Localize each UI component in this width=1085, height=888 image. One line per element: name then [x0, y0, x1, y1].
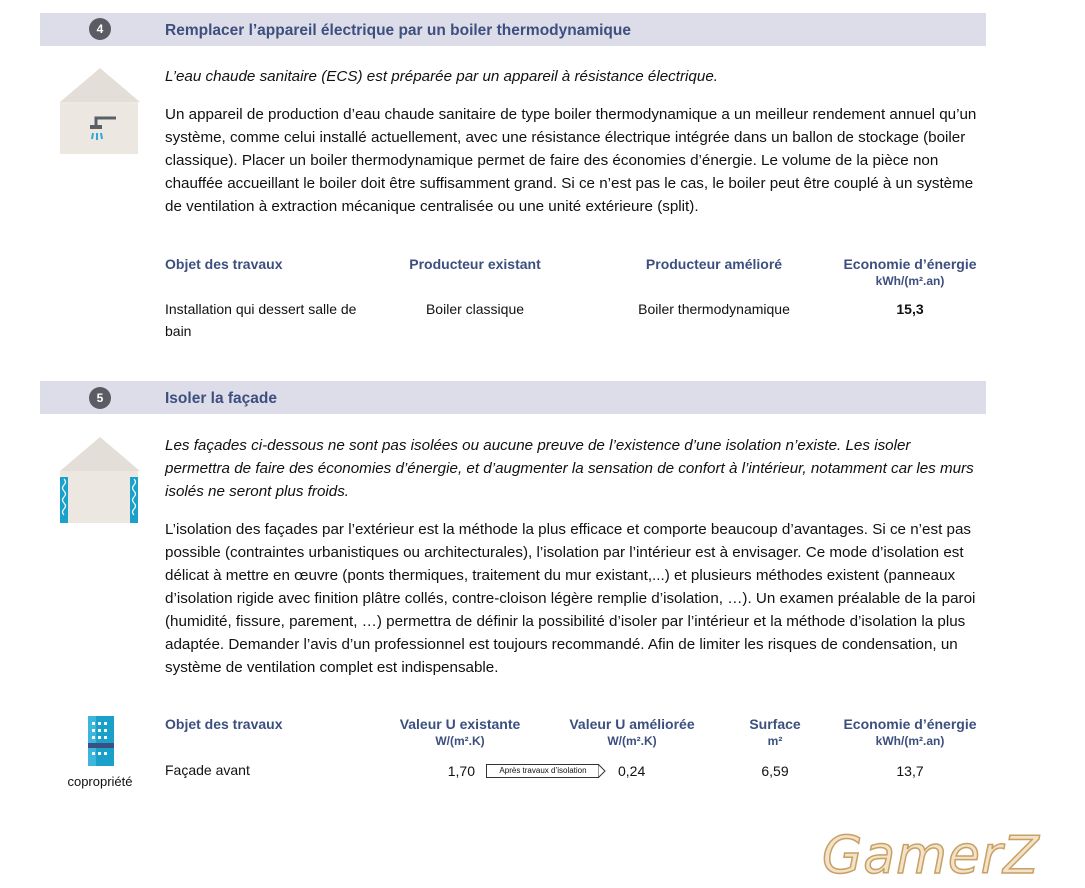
table4-row-ameliore: Boiler thermodynamique	[638, 301, 790, 317]
arrow-head-icon	[598, 764, 606, 778]
section5-body: L’isolation des façades par l’extérieur est la méthode la plus efficace et comporte beaucoup d’avantages. Si ce n’est pas possible (contraintes urbanistiques ou architecturales), l’isolation par l’intérieur est à envisager. Ce mode d’isolation est délicat à mettre en œuvre (ponts thermiques, traitement du mur existant,...) et plusieurs méthodes existent (panneaux d’isolation rigide avec finition plâtre collés, contre-cloison légère remplie d’isolation, …). Un examen préalable de la paroi (humidité, fissure, parement, …) permettra de définir la possibilité d’isoler par l’intérieur et la méthode d’isolation la plus adaptée. Demander l’avis d’un professionnel est toujours recommandé. Afin de limiter les risques de condensation, un système de ventilation complet est indispensable.	[165, 521, 976, 676]
table4-row-economie: 15,3	[896, 301, 924, 317]
table4-col-economie	[820, 256, 1000, 290]
table5-col-u-existante-unit: W/(m².K)	[435, 734, 485, 748]
table5-row-economie: 13,7	[896, 763, 924, 779]
table4-row-existant: Boiler classique	[425, 301, 525, 317]
table5-col-surface	[725, 716, 825, 750]
table5-col-u-existante-label: Valeur U existante	[399, 716, 521, 732]
section5-intro: Les façades ci-dessous ne sont pas isolées ou aucune preuve de l’existence d’une isolation n’existe. Les isoler permettra de faire des économies d’énergie, et d’augmenter la sensation de confort à l’intérieur, notamment car les murs isolés ne seront plus froids.	[165, 437, 974, 500]
building-icon	[86, 714, 116, 766]
table5-col-economie	[820, 716, 1000, 750]
section4-title: Remplacer l’appareil électrique par un boiler thermodynamique	[165, 22, 631, 39]
table5-col-economie-label: Economie d’énergie	[843, 716, 977, 732]
house-wall-insulation-icon	[60, 437, 140, 525]
table4-col-existant: Producteur existant	[409, 256, 541, 272]
section5-title: Isoler la façade	[165, 390, 278, 407]
table5-col-u-existante	[380, 716, 540, 750]
table5-col-u-amelioree	[552, 716, 712, 750]
section4-body: Un appareil de production d’eau chaude sanitaire de type boiler thermodynamique a un meilleur rendement annuel qu’un système, comme celui installé actuellement, avec une résistance électrique intégrée dans un ballon de stockage (boiler classique). Placer un boiler thermodynamique permet de faire des économies d’énergie. Le volume de la pièce non chauffée accueillant le boiler doit être suffisamment grand. Si ce n’est pas le cas, le boiler peut être couplé à un système de ventilation à extraction mécanique centralisée ou une unité extérieure (split).	[165, 106, 977, 215]
table5-col-u-amelioree-unit: W/(m².K)	[607, 734, 657, 748]
table4-row-objet: Installation qui dessert salle de bain	[165, 301, 357, 339]
section5-number-badge: 5	[89, 387, 111, 409]
table4-col-economie-label: Economie d’énergie	[843, 256, 977, 272]
table5-col-u-amelioree-label: Valeur U améliorée	[569, 716, 695, 732]
table5-row-surface: 6,59	[761, 763, 789, 779]
table4-col-ameliore: Producteur amélioré	[645, 256, 783, 272]
table5-row-u-existante: 1,70	[447, 763, 475, 779]
section4-intro: L’eau chaude sanitaire (ECS) est préparée par un appareil à résistance électrique.	[165, 68, 718, 85]
house-shower-icon	[60, 68, 140, 156]
table4-col-economie-unit: kWh/(m².an)	[875, 274, 945, 288]
after-works-arrow-label: Après travaux d’isolation	[486, 764, 599, 778]
table5-col-surface-label: Surface	[749, 716, 801, 732]
table5-col-economie-unit: kWh/(m².an)	[875, 734, 945, 748]
watermark-logo: GamerZ	[822, 826, 1040, 886]
table5-row-objet: Façade avant	[165, 762, 250, 778]
building-label: copropriété	[67, 774, 133, 789]
section4-number-badge: 4	[89, 18, 111, 40]
table5-col-surface-unit: m²	[767, 734, 783, 748]
table4-col-objet: Objet des travaux	[165, 256, 283, 272]
table5-col-objet: Objet des travaux	[165, 716, 283, 732]
table5-row-u-amelioree: 0,24	[618, 763, 646, 779]
